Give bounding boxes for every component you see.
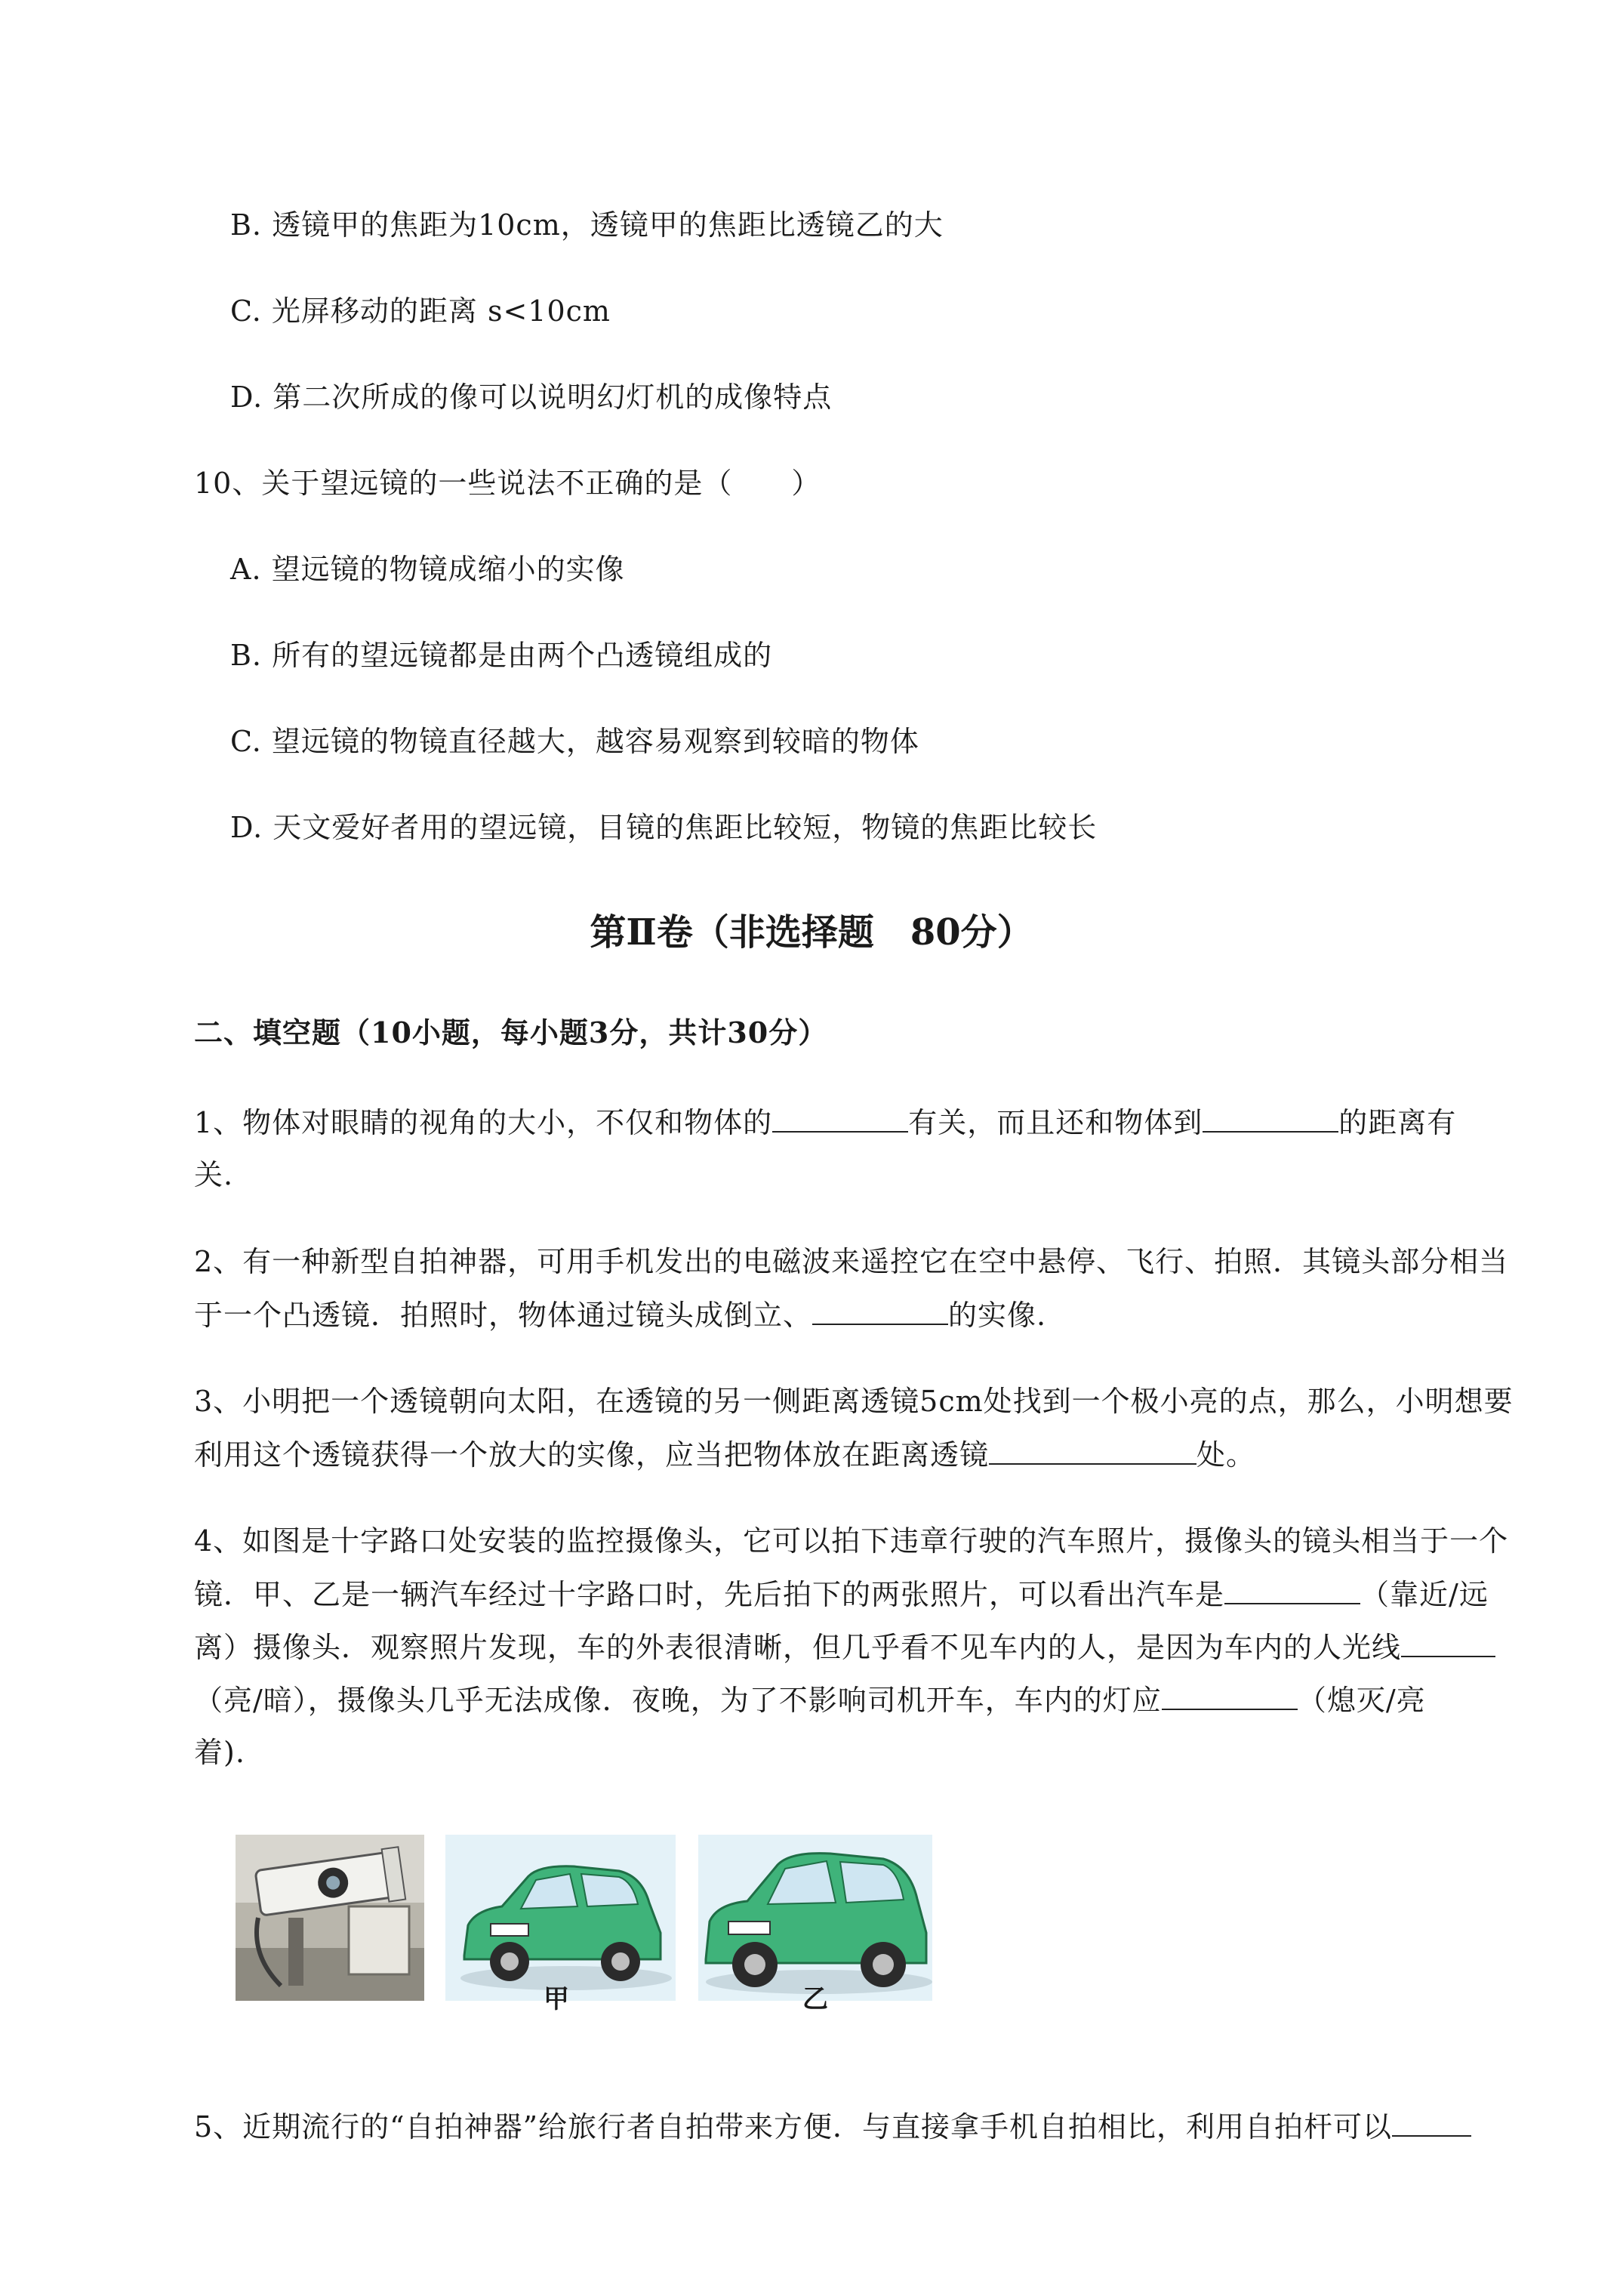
fill-q2-text-c: 的实像. — [948, 1299, 1047, 1332]
fill-q3-text-b: 利用这个透镜获得一个放大的实像，应当把物体放在距离透镜 — [194, 1438, 990, 1472]
fill-q4-line2 — [194, 1573, 1489, 1616]
fill-q2-line2 — [194, 1293, 1046, 1336]
answer-blank[interactable] — [989, 1433, 1196, 1465]
q10-option-d: D. 天文爱好者用的望远镜，目镜的焦距比较短，物镜的焦距比较长 — [230, 811, 1098, 844]
q10-option-b: B. 所有的望远镜都是由两个凸透镜组成的 — [230, 639, 773, 672]
fill-q4-text-b1: 镜．甲、乙是一辆汽车经过十字路口时，先后拍下的两张照片，可以看出汽车是 — [194, 1578, 1225, 1611]
fill-q4-text-d2: （熄灭/亮 — [1297, 1684, 1426, 1717]
fill-q4-text-c1: 离）摄像头．观察照片发现，车的外表很清晰，但几乎看不见车内的人，是因为车内的人光线 — [194, 1631, 1402, 1664]
answer-blank[interactable] — [1162, 1678, 1298, 1710]
part2-title: 第Ⅱ卷（非选择题 80分） — [590, 911, 1033, 954]
section2-header: 二、填空题（10小题，每小题3分，共计30分） — [194, 1015, 828, 1049]
answer-blank[interactable] — [1224, 1573, 1360, 1604]
fill-q4-line5: 着). — [194, 1736, 245, 1769]
fill-q2-line1: 2、有一种新型自拍神器，可用手机发出的电磁波来遥控它在空中悬停、飞行、拍照．其镜头部分相当 — [194, 1245, 1509, 1278]
fill-q4-line1: 4、如图是十字路口处安装的监控摄像头，它可以拍下违章行驶的汽车照片，摄像头的镜头相当于一个 — [194, 1524, 1509, 1558]
fill-q5-line1 — [194, 2105, 1471, 2148]
fill-q4-line4 — [194, 1678, 1426, 1721]
q10-option-c: C. 望远镜的物镜直径越大，越容易观察到较暗的物体 — [230, 725, 919, 758]
fill-q2-text-b: 于一个凸透镜．拍照时，物体通过镜头成倒立、 — [194, 1299, 813, 1332]
fill-q1-line1 — [194, 1101, 1456, 1144]
figure-caption-yi: 乙 — [802, 1984, 828, 2014]
fill-q1-text-b: 有关，而且还和物体到 — [908, 1106, 1203, 1139]
surveillance-camera-photo — [236, 1835, 424, 2001]
answer-blank[interactable] — [1392, 2105, 1471, 2137]
fill-q1-text-c: 的距离有 — [1338, 1106, 1457, 1139]
fill-q4-text-d1: （亮/暗），摄像头几乎无法成像．夜晚，为了不影响司机开车，车内的灯应 — [194, 1684, 1162, 1717]
fill-q3-line1: 3、小明把一个透镜朝向太阳，在透镜的另一侧距离透镜5cm处找到一个极小亮的点，那么，小明想要 — [194, 1385, 1514, 1418]
fill-q5-text-a: 5、近期流行的“自拍神器”给旅行者自拍带来方便．与直接拿手机自拍相比，利用自拍杆可以 — [194, 2110, 1393, 2143]
fill-q3-line2 — [194, 1433, 1255, 1476]
fill-q4-line3 — [194, 1626, 1495, 1669]
q9-option-d: D. 第二次所成的像可以说明幻灯机的成像特点 — [230, 381, 833, 414]
figure-caption-jia: 甲 — [544, 1984, 569, 2014]
fill-q3-text-c: 处。 — [1196, 1438, 1256, 1472]
q10-option-a: A. 望远镜的物镜成缩小的实像 — [230, 553, 625, 586]
q10-stem: 10、关于望远镜的一些说法不正确的是（ ） — [194, 467, 821, 500]
answer-blank[interactable] — [772, 1101, 908, 1133]
fill-q4-text-b2: （靠近/远 — [1360, 1578, 1489, 1611]
fill-q1-text-a: 1、物体对眼睛的视角的大小，不仅和物体的 — [194, 1106, 773, 1139]
car-photo-yi — [698, 1835, 932, 2001]
answer-blank[interactable] — [1203, 1101, 1338, 1133]
q9-option-b: B. 透镜甲的焦距为10cm，透镜甲的焦距比透镜乙的大 — [230, 208, 944, 242]
fill-q1-line2: 关. — [194, 1158, 234, 1191]
q9-option-c: C. 光屏移动的距离 s<10cm — [230, 294, 611, 328]
answer-blank[interactable] — [1401, 1626, 1495, 1657]
answer-blank[interactable] — [812, 1293, 948, 1325]
car-photo-jia — [445, 1835, 676, 2001]
